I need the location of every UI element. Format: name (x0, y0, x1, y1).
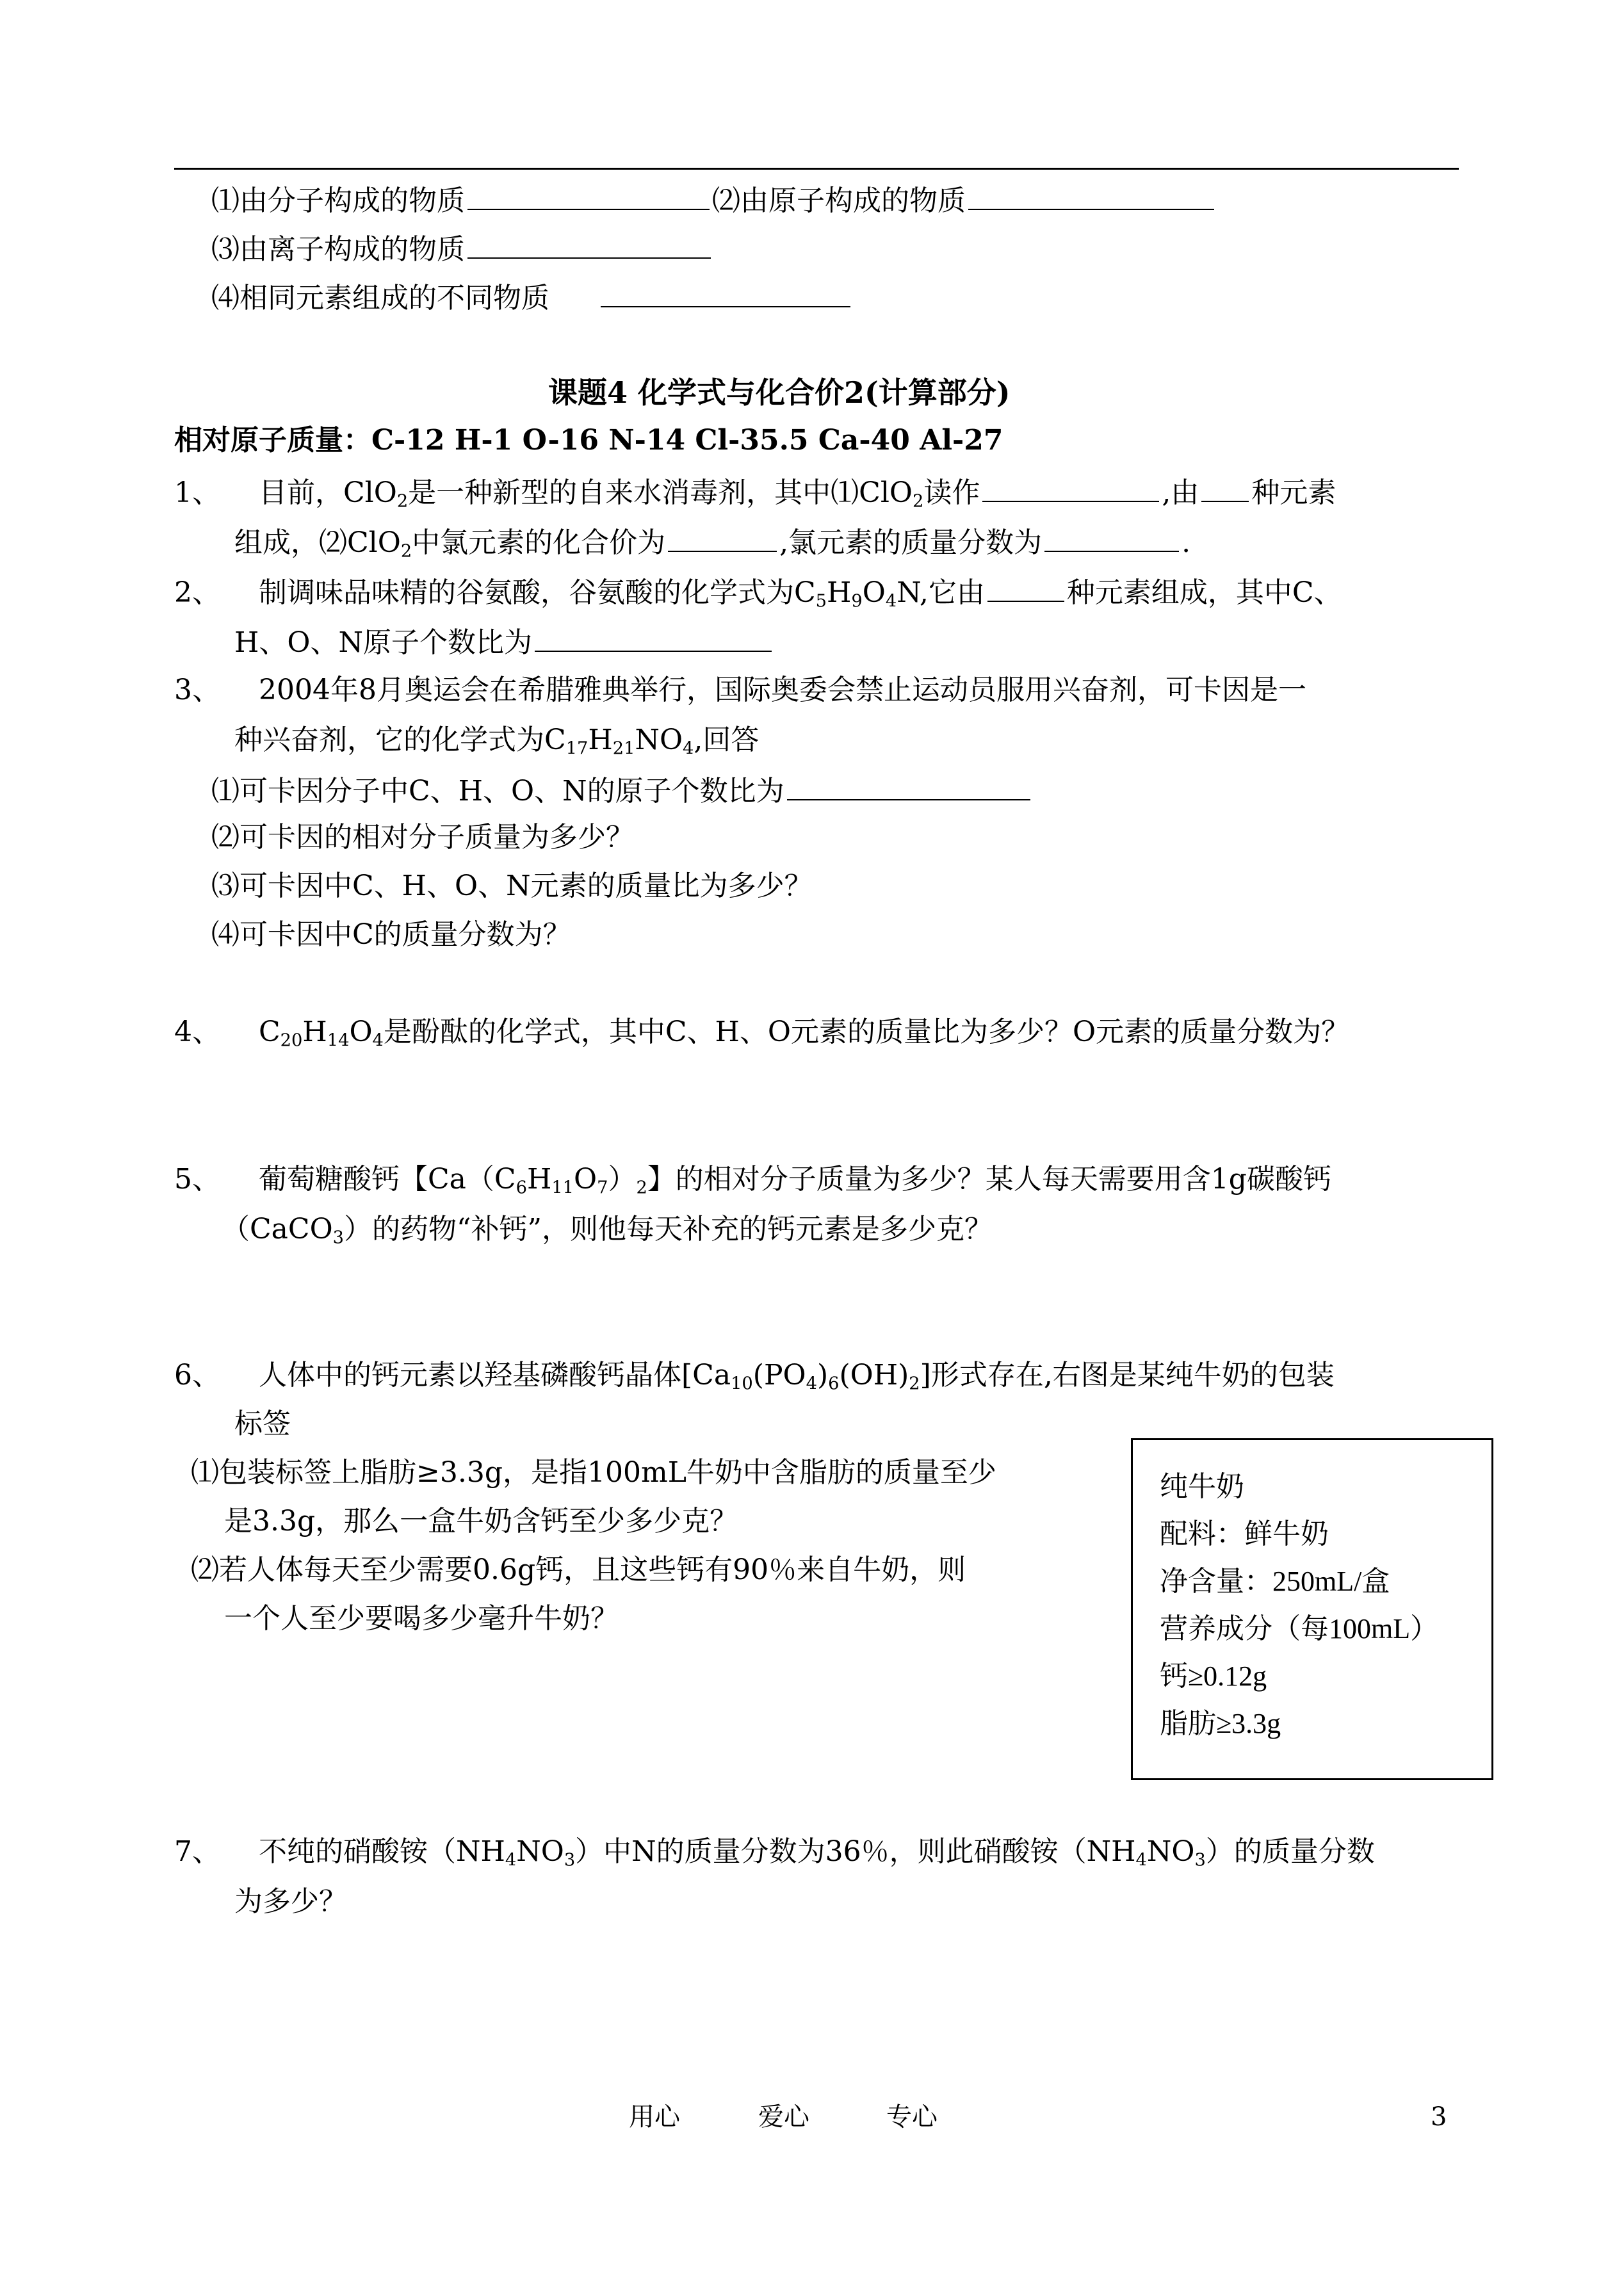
problem-3-sub-4: ⑷可卡因中C的质量分数为？ (211, 918, 571, 951)
problem-6-line-2: 标签 (234, 1407, 291, 1440)
atomic-masses: 相对原子质量：C-12 H-1 O-16 N-14 Cl-35.5 Ca-40 Al-27 (174, 424, 1003, 457)
problem-6-sub-2a: ⑵若人体每天至少需要0.6g钙，且这些钙有90％来自牛奶，则 (191, 1553, 966, 1586)
header-rule (174, 168, 1459, 170)
problem-6-line-1: 6、 人体中的钙元素以羟基磷酸钙晶体$[Ca_{10}(PO_4)_6(OH)_2]$形式存在,右图是某纯牛奶的包装 (174, 1359, 1335, 1394)
problem-1-line-1: 1、 目前，ClO$_2$是一种新型的自来水消毒剂，其中⑴ClO$_2$读作 ,由 种元素 (174, 474, 1336, 510)
answer-blank[interactable] (467, 182, 710, 210)
answer-blank[interactable] (1201, 474, 1249, 502)
problem-3-sub-2: ⑵可卡因的相对分子质量为多少？ (211, 821, 634, 854)
problem-6-sub-1b: 是3.3g，那么一盒牛奶含钙至少多少克？ (224, 1505, 738, 1537)
cocaine-formula: $C_{17}H_{21}NO_4$ (544, 724, 694, 759)
problem-1-line-2: 组成，⑵ClO$_2$中氯元素的化合价为 ,氯元素的质量分数为 . (234, 524, 1190, 560)
page-number: 3 (1431, 2102, 1447, 2132)
problem-2-line-1: 2、 制调味品味精的谷氨酸，谷氨酸的化学式为$C_5H_9O_4N$,它由 种元素组成，其中C、 (174, 574, 1342, 610)
top-question-3: ⑶由离子构成的物质 (211, 231, 713, 267)
section-title: 课题4 化学式与化合价2(计算部分) (548, 375, 1011, 410)
problem-7-line-1: 7、 不纯的硝酸铵$(NH_4NO_3)$中N的质量分数为36％，则此硝酸铵$(NH_4NO_3)$的质量分数 (174, 1835, 1375, 1870)
milk-package-label (1131, 1438, 1493, 1780)
label-net-content: 净含量：250mL/盒 (1160, 1566, 1390, 1597)
footer-motto-3: 专心 (886, 2102, 938, 2132)
label-product-name: 纯牛奶 (1160, 1471, 1244, 1502)
problem-3-line-2: 种兴奋剂，它的化学式为$C_{17}H_{21}NO_4$,回答 (234, 724, 759, 759)
answer-blank[interactable] (982, 474, 1159, 502)
problem-6-sub-2b: 一个人至少要喝多少毫升牛奶？ (224, 1602, 619, 1635)
footer-motto-2: 爱心 (758, 2102, 809, 2132)
problem-2-line-2: H、O、N原子个数比为 (234, 624, 774, 660)
answer-blank[interactable] (535, 624, 772, 652)
problem-7-line-2: 为多少？ (234, 1885, 347, 1918)
problem-3-sub-3: ⑶可卡因中C、H、O、N元素的质量比为多少？ (211, 870, 813, 902)
answer-blank[interactable] (467, 231, 711, 259)
label-ingredients: 配料：鲜牛奶 (1160, 1518, 1329, 1550)
answer-blank[interactable] (1044, 524, 1179, 552)
answer-blank[interactable] (668, 524, 777, 552)
label-fat: 脂肪≥3.3g (1160, 1708, 1281, 1739)
top-question-1: ⑴由分子构成的物质 ⑵由原子构成的物质 (211, 182, 1217, 218)
answer-blank[interactable] (601, 279, 850, 307)
label-calcium: 钙≥0.12g (1160, 1660, 1267, 1692)
problem-5-line-1: 5、 葡萄糖酸钙【$Ca(C_6H_{11}O_7)_2$】的相对分子质量为多少？某人每天需要用含1g碳酸钙 (174, 1163, 1331, 1198)
problem-4: 4、 $C_{20}H_{14}O_4$是酚酞的化学式，其中C、H、O元素的质量比为多少？O元素的质量分数为？ (174, 1016, 1350, 1051)
top-question-4: ⑷相同元素组成的不同物质 (211, 279, 853, 316)
problem-3-sub-1: ⑴可卡因分子中C、H、O、N的原子个数比为 (211, 772, 1033, 809)
glutamic-acid-formula: $C_5H_9O_4N$ (794, 576, 920, 612)
problem-5-line-2: （CaCO$_3$）的药物“补钙”，则他每天补充的钙元素是多少克？ (222, 1213, 993, 1248)
answer-blank[interactable] (787, 772, 1030, 800)
problem-3-line-1: 3、 2004年8月奥运会在希腊雅典举行，国际奥委会禁止运动员服用兴奋剂，可卡因是一 (174, 674, 1306, 706)
phenolphthalein-formula: $C_{20}H_{14}O_4$ (259, 1016, 384, 1051)
problem-6-sub-1a: ⑴包装标签上脂肪≥3.3g，是指100mL牛奶中含脂肪的质量至少 (191, 1456, 996, 1489)
answer-blank[interactable] (968, 182, 1214, 210)
answer-blank[interactable] (987, 574, 1064, 602)
footer-motto-1: 用心 (629, 2102, 680, 2132)
label-nutrition-header: 营养成分（每100mL） (1160, 1613, 1439, 1644)
